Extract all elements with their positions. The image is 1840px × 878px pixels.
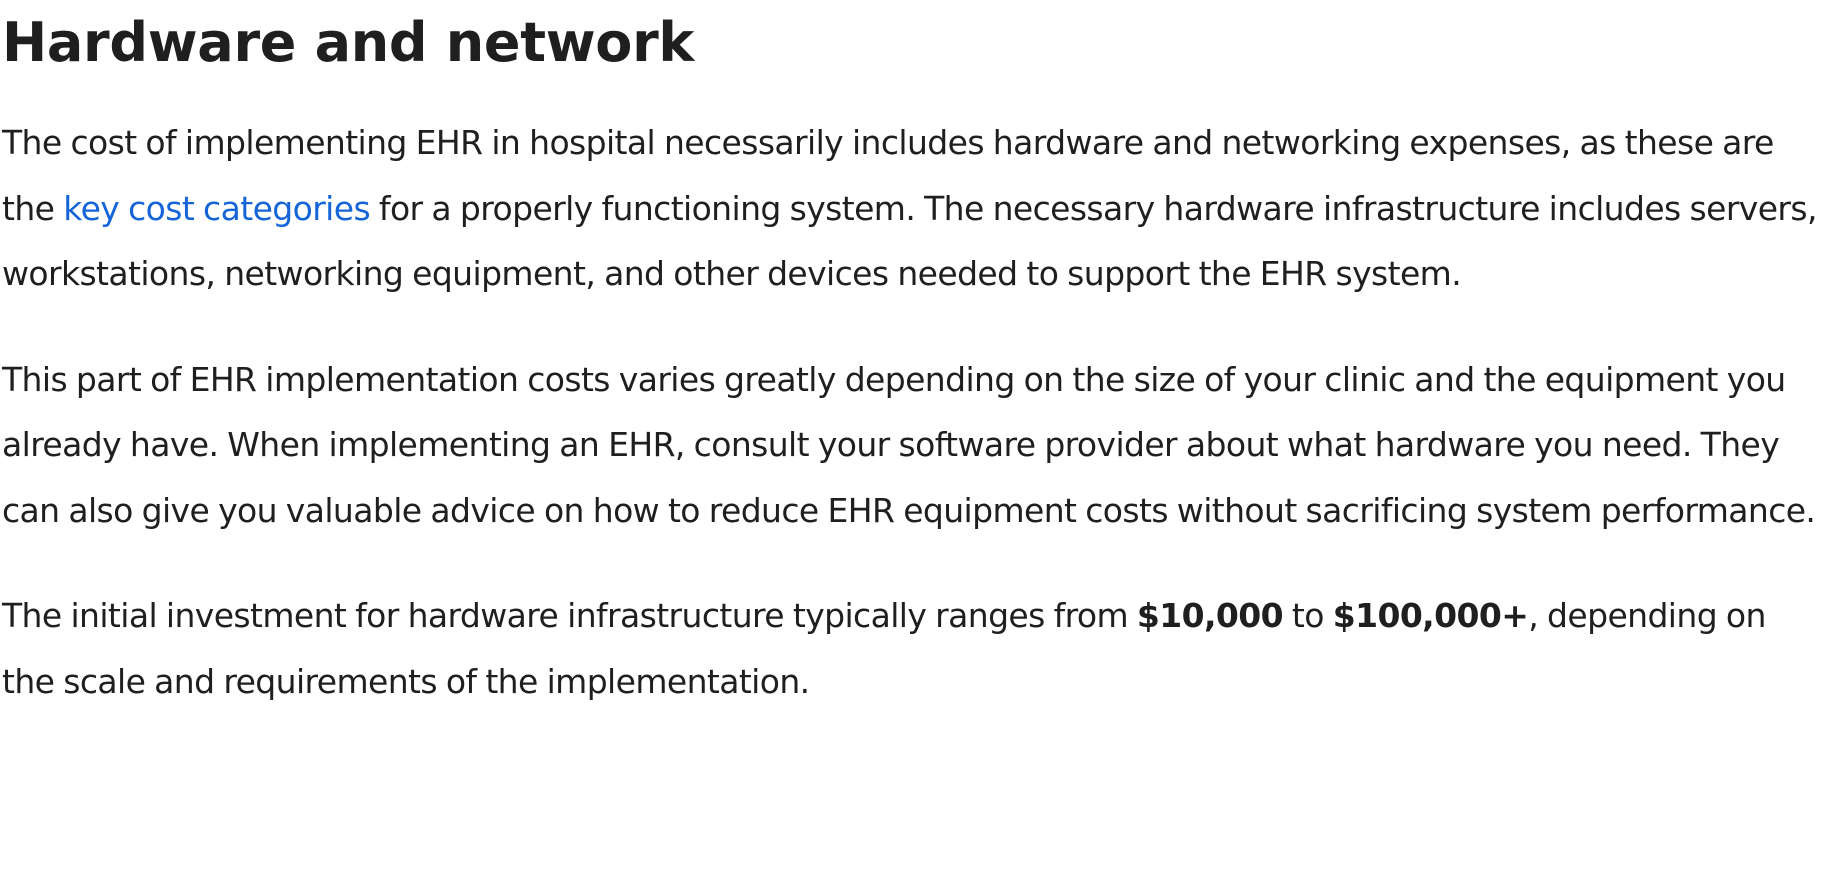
section-heading: Hardware and network [2, 11, 695, 74]
paragraph-text: for a properly functioning system. The necessary hardware infrastructure includes servers, workstations, networking equipment, and other devices needed to support the EHR system. [2, 188, 1817, 293]
paragraph-text: to [1283, 596, 1333, 635]
paragraph-text: The initial investment for hardware infrastructure typically ranges from [2, 596, 1137, 635]
paragraph-text: , depending on the scale and requirements of the implementation. [2, 596, 1766, 701]
paragraph-text: The cost of implementing EHR in hospital necessarily includes hardware and networking expenses, as these are the [2, 123, 1774, 228]
key-cost-categories-link[interactable]: key cost categories [63, 188, 371, 228]
paragraph-initial-investment [2, 583, 1822, 714]
amount-high: $100,000+ [1332, 596, 1529, 635]
article-section [2, 0, 1822, 714]
paragraph-implementation-costs: This part of EHR implementation costs varies greatly depending on the size of your clinic and the equipment you already have. When implementing an EHR, consult your software provider about what hardware you need. They can also give you valuable advice on how to reduce EHR equipment costs without sacrificing system performance. [2, 359, 1816, 530]
amount-low: $10,000 [1136, 596, 1284, 635]
paragraph-hardware-costs [2, 110, 1822, 307]
